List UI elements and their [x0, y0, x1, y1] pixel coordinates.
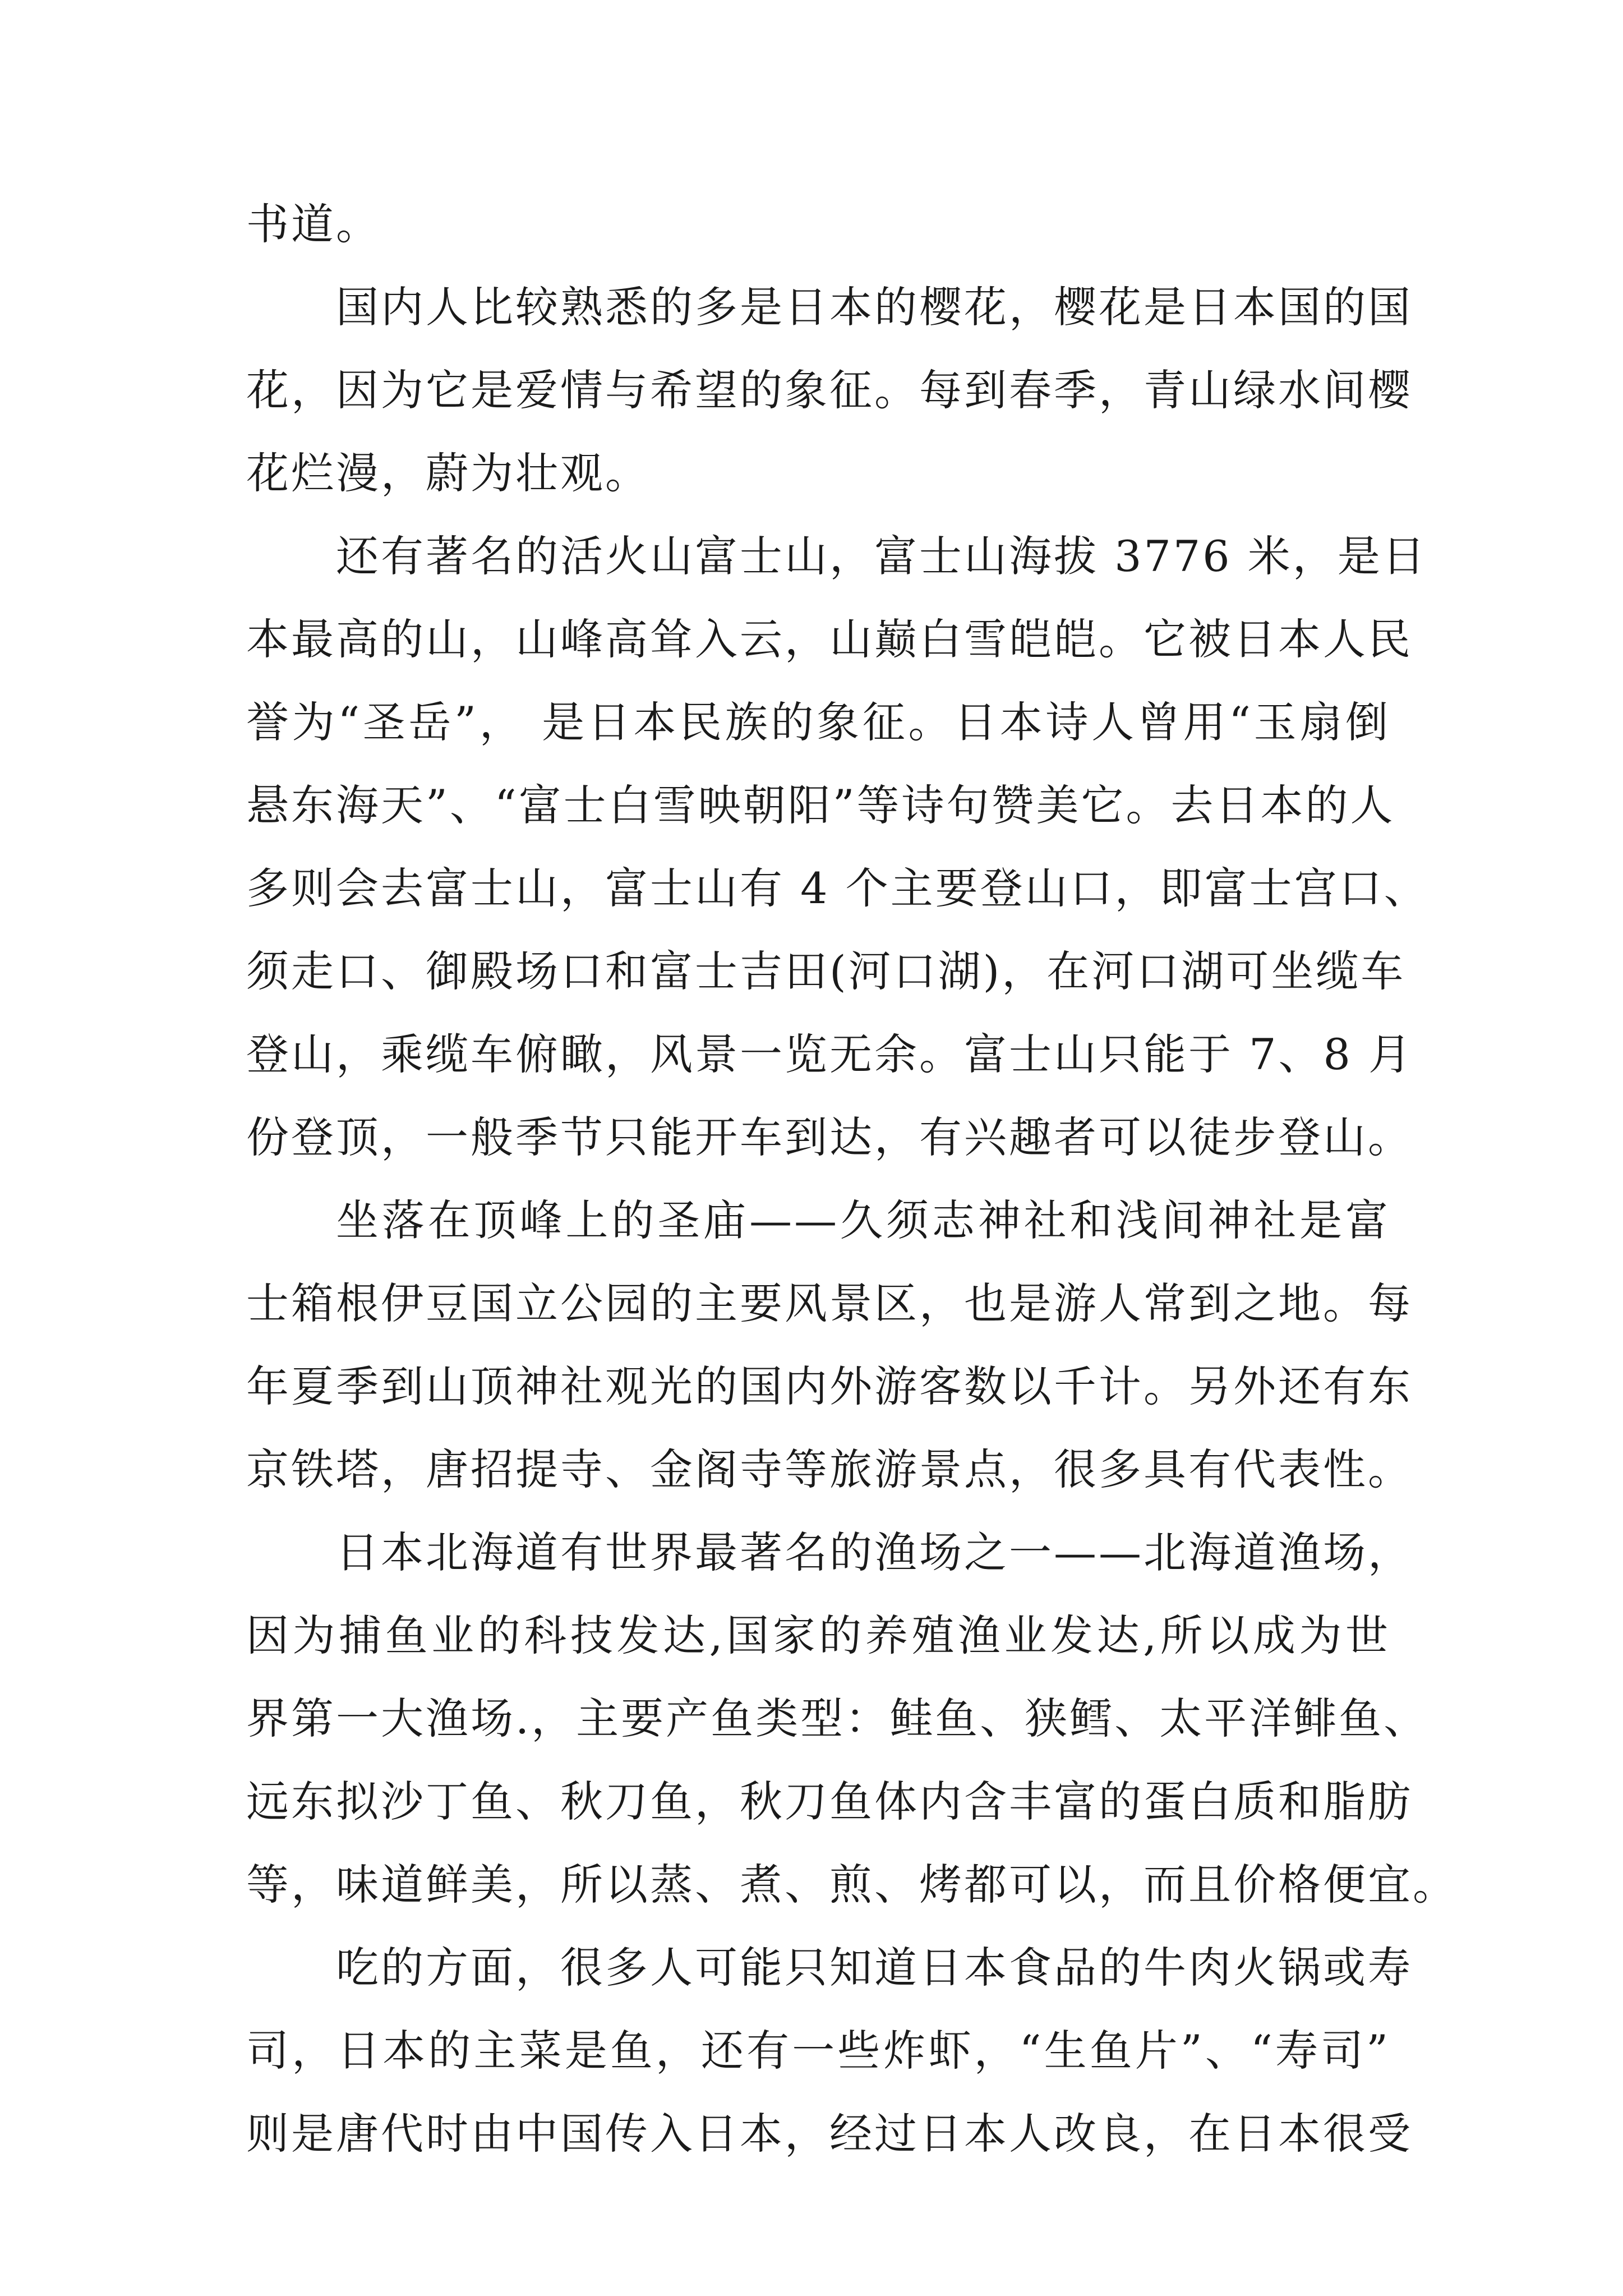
text-line: 登山，乘缆车俯瞰，风景一览无余。富士山只能于 7、8 月: [246, 1029, 1414, 1079]
text-line: 日本北海道有世界最著名的渔场之一——北海道渔场，: [336, 1527, 1413, 1577]
text-line: 吃的方面，很多人可能只知道日本食品的牛肉火锅或寿: [336, 1943, 1413, 1993]
body-text: [246, 183, 1458, 2175]
text-line: 因为捕鱼业的科技发达,国家的养殖渔业发达,所以成为世: [246, 1611, 1390, 1660]
text-line: 本最高的山，山峰高耸入云，山巅白雪皑皑。它被日本人民: [246, 614, 1413, 664]
text-line: 份登顶，一般季节只能开车到达，有兴趣者可以徒步登山。: [246, 1112, 1413, 1162]
text-line: 还有著名的活火山富士山，富士山海拔 3776 米，是日: [336, 531, 1427, 581]
text-line: 坐落在顶峰上的圣庙——久须志神社和浅间神社是富: [336, 1195, 1390, 1245]
text-line: 花烂漫，蔚为壮观。: [246, 448, 650, 498]
text-line: 多则会去富士山，富士山有 4 个主要登山口，即富士宫口、: [246, 863, 1429, 913]
text-line: 司，日本的主菜是鱼，还有一些炸虾，“生鱼片”、“寿司”: [246, 2026, 1390, 2076]
text-line: 界第一大渔场.，主要产鱼类型：鲑鱼、狭鳕、太平洋鲱鱼、: [246, 1694, 1429, 1743]
text-line: 年夏季到山顶神社观光的国内外游客数以千计。另外还有东: [246, 1361, 1413, 1411]
text-line: 远东拟沙丁鱼、秋刀鱼，秋刀鱼体内含丰富的蛋白质和脂肪: [246, 1777, 1413, 1826]
text-line: 则是唐代时由中国传入日本，经过日本人改良，在日本很受: [246, 2109, 1413, 2159]
text-line: 京铁塔，唐招提寺、金阁寺等旅游景点，很多具有代表性。: [246, 1444, 1413, 1494]
text-line: 书道。: [246, 199, 381, 249]
text-line: 悬东海天”、“富士白雪映朝阳”等诗句赞美它。去日本的人: [246, 780, 1395, 830]
text-line: 国内人比较熟悉的多是日本的樱花，樱花是日本国的国: [336, 282, 1413, 332]
text-line: 等，味道鲜美，所以蒸、煮、煎、烤都可以，而且价格便宜。: [246, 1860, 1458, 1910]
text-line: 誉为“圣岳”， 是日本民族的象征。日本诗人曾用“玉扇倒: [246, 697, 1390, 747]
text-line: 士箱根伊豆国立公园的主要风景区，也是游人常到之地。每: [246, 1278, 1413, 1328]
text-line: 须走口、御殿场口和富士吉田(河口湖)，在河口湖可坐缆车: [246, 946, 1406, 996]
text-line: 花，因为它是爱情与希望的象征。每到春季，青山绿水间樱: [246, 365, 1413, 415]
